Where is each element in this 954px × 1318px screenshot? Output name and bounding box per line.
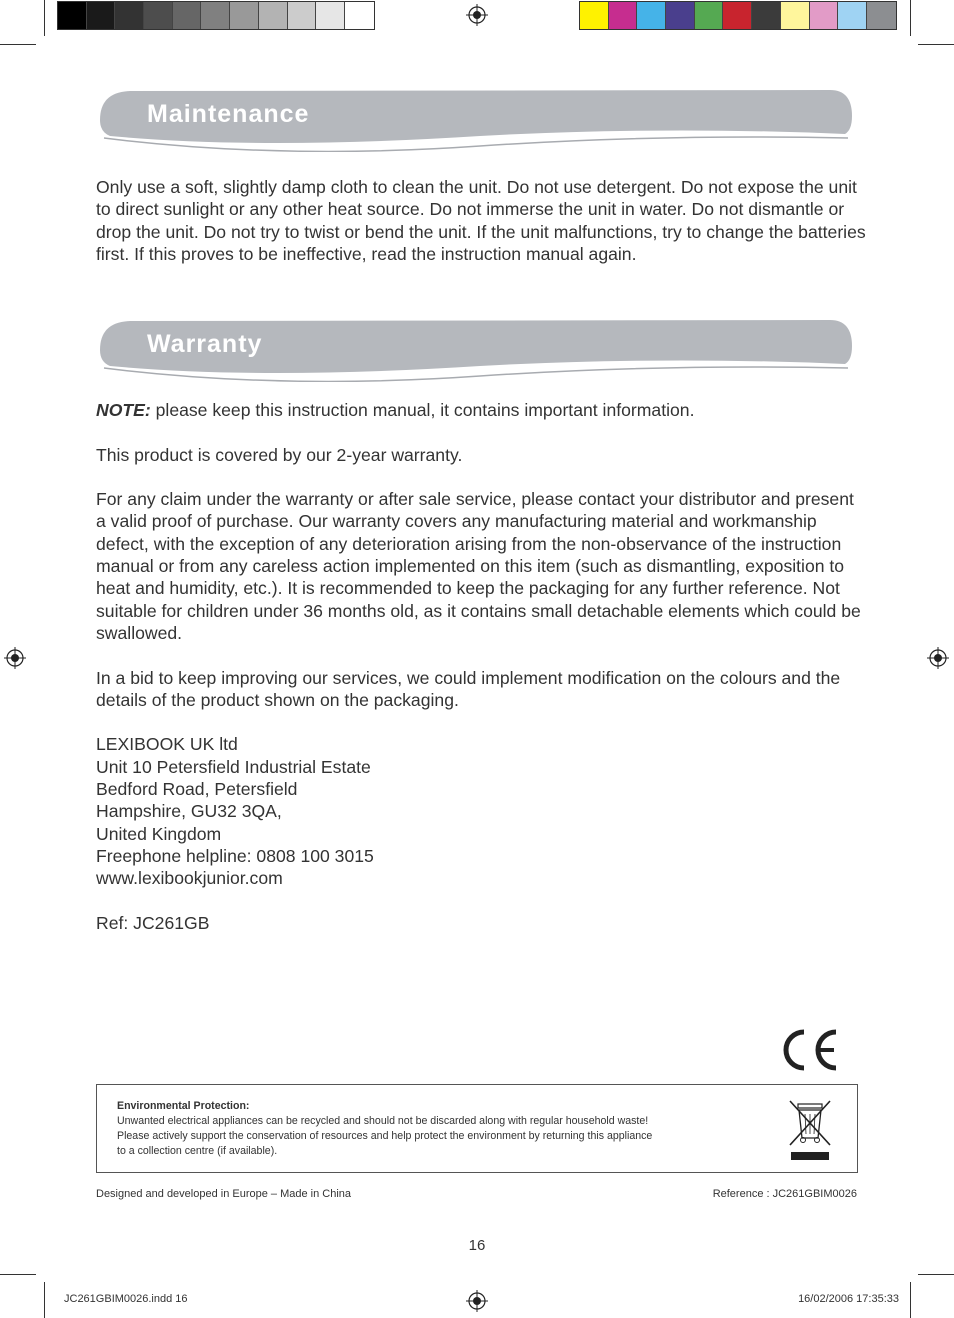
crop-mark-top-left-horizontal [0,44,36,45]
address-line2: Bedford Road, Petersfield [96,779,298,800]
color-swatch [87,2,116,29]
warranty-title: Warranty [147,330,263,358]
warranty-claim: For any claim under the warranty or after sale service, please contact your distributor and present a valid proof of purchase. Our warranty covers any manufacturing material and workmanship defect, with the exception of any deterioration arising from the non-observance of the instruction manual or from any careless action implemented on this item (such as dismantling, exposition to heat and humidity, etc.). It is recommended to keep the packaging for any further reference. Not suitable for children under 36 months old, as it contains small detachable elements which could be swallowed. [96,489,861,643]
crop-mark-top-left-vertical [44,0,45,36]
color-swatch [695,2,724,29]
crop-mark-top-right-horizontal [918,44,954,45]
address-website: www.lexibookjunior.com [96,868,283,889]
color-swatch [288,2,317,29]
environmental-line2: Please actively support the conservation of resources and help protect the environment by returning this appliance [117,1130,653,1142]
crop-mark-bottom-left-horizontal [0,1274,36,1275]
maintenance-paragraph: Only use a soft, slightly damp cloth to clean the unit. Do not use detergent. Do not expose the unit to direct sunlight or any other heat source. Do not immerse the unit in water. Do not dismantle or drop the unit. Do not try to twist or bend the unit. If the unit malfunctions, try to change the batteries first. If this proves to be ineffective, read the instruction manual again. [96,177,866,264]
ce-mark-icon [778,1028,840,1072]
color-swatch [316,2,345,29]
address-country: United Kingdom [96,823,222,844]
address-line1: Unit 10 Petersfield Industrial Estate [96,756,371,777]
address-company: LEXIBOOK UK ltd [96,734,238,755]
color-swatch [666,2,695,29]
note-text: please keep this instruction manual, it contains important information. [150,400,695,420]
color-swatch [580,2,609,29]
color-swatch [144,2,173,29]
product-ref: Ref: JC261GB [96,912,210,933]
grey-color-bar [57,1,375,30]
color-swatch [609,2,638,29]
maintenance-title: Maintenance [147,100,310,128]
note-label: NOTE: [96,400,151,420]
color-swatch [115,2,144,29]
environmental-line1: Unwanted electrical appliances can be recycled and should not be discarded along with regular household waste! [117,1115,649,1127]
warranty-note [96,399,866,421]
color-swatch [58,2,87,29]
company-address [96,733,866,889]
crop-mark-bottom-left-vertical [44,1282,45,1318]
crop-mark-bottom-right-vertical [910,1282,911,1318]
color-swatch [781,2,810,29]
registration-mark-icon [927,647,949,669]
environmental-line3: to a collection centre (if available). [117,1145,278,1157]
warranty-section-header [100,320,854,382]
maintenance-text [96,176,866,265]
color-swatch [230,2,259,29]
color-swatch [810,2,839,29]
slug-file-name: JC261GBIM0026.indd 16 [64,1293,188,1305]
crossed-out-wheelie-bin-icon [787,1098,833,1166]
page-number: 16 [468,1237,486,1254]
registration-mark-icon [4,647,26,669]
slug-timestamp: 16/02/2006 17:35:33 [798,1293,899,1305]
warranty-text [96,399,866,934]
address-helpline: Freephone helpline: 0808 100 3015 [96,845,374,866]
footer-origin: Designed and developed in Europe – Made in China [96,1188,352,1200]
color-swatch [752,2,781,29]
color-swatch [173,2,202,29]
process-color-bar [579,1,897,30]
environmental-title: Environmental Protection: [117,1100,250,1112]
color-swatch [201,2,230,29]
address-line3: Hampshire, GU32 3QA, [96,801,282,822]
environmental-text [117,1099,787,1159]
color-swatch [723,2,752,29]
crop-mark-top-right-vertical [910,0,911,36]
footer-reference: Reference : JC261GBIM0026 [712,1188,857,1200]
crop-mark-bottom-right-horizontal [918,1274,954,1275]
color-swatch [838,2,867,29]
warranty-improvement: In a bid to keep improving our services, we could implement modification on the colours and the details of the product shown on the packaging. [96,667,841,710]
maintenance-section-header [100,90,854,152]
warranty-coverage: This product is covered by our 2-year warranty. [96,444,463,465]
color-swatch [259,2,288,29]
color-swatch [867,2,896,29]
color-swatch [637,2,666,29]
environmental-protection-box [96,1084,858,1173]
registration-mark-icon [466,1290,488,1312]
registration-mark-icon [466,4,488,26]
color-swatch [345,2,374,29]
